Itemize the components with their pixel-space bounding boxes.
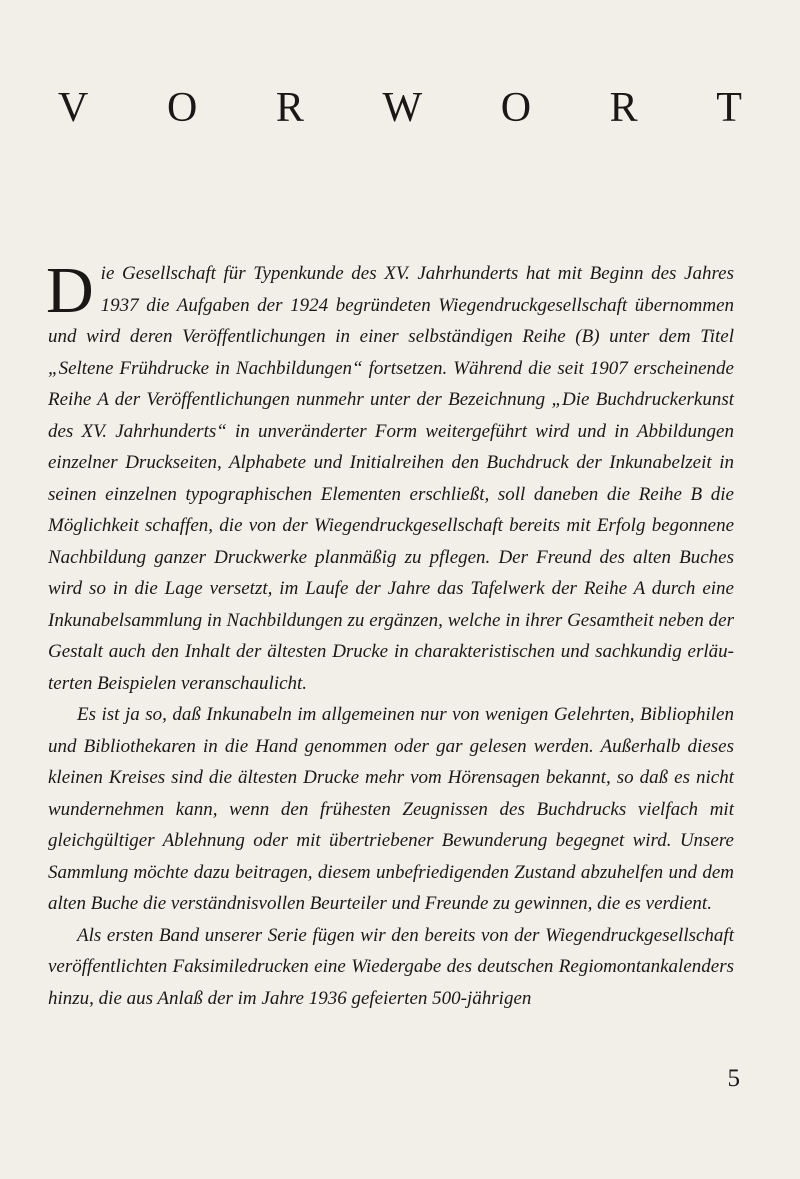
- body-text: [46, 254, 734, 1014]
- title-letter: W: [382, 85, 423, 131]
- paragraph-1-text: ie Gesellschaft für Typenkunde des XV. Jahrhunderts hat mit Beginn des Jahres 1937 die Aufgaben der 1924 begründeten Wiegendruckgesellschaft übernommen und wird deren Veröffentlichungen in einer selbständigen Reihe (B) unter dem Titel „Seltene Frühdrucke in Nachbildungen“ fortsetzen. Während die seit 1907 erscheinende Reihe A der Veröffentlichungen nunmehr unter der Bezeichnung „Die Buchdruckerkunst des XV. Jahrhunderts“ in unveränderter Form weitergeführt wird und in Abbildungen einzelner Druckseiten, Alphabete und Initialreihen den Buchdruck der Inkunabelzeit in seinen einzelnen typographischen Elementen erschließt, soll daneben die Reihe B die Möglichkeit schaffen, die von der Wiegendruckgesellschaft bereits mit Erfolg begonnene Nachbildung ganzer Druckwerke planmäßig zu pflegen. Der Freund des alten Buches wird so in die Lage versetzt, im Laufe der Jahre das Tafelwerk der Reihe A durch eine Inkunabelsammlung in Nachbildungen zu ergänzen, welche in ihrer Gesamtheit neben der Gestalt auch den Inhalt der ältesten Drucke in charakteristischen und sachkundig erläuterten Beispielen veranschaulicht.: [48, 263, 734, 694]
- title-letter: R: [609, 85, 638, 131]
- title-letter: T: [716, 85, 742, 131]
- paragraph-3: Als ersten Band unserer Serie fügen wir den bereits von der Wiegendruckgesellschaft veröffentlichten Faksimiledrucken eine Wiedergabe des deutschen Regiomontankalenders hinzu, die aus Anlaß der im Jahre 1936 gefeierten 500-jährigen: [48, 924, 734, 1009]
- title-letter: O: [500, 85, 532, 131]
- title-letter: V: [58, 85, 89, 131]
- title-letter: O: [166, 85, 198, 131]
- paragraph-1: [46, 254, 734, 699]
- paragraph-2: Es ist ja so, daß Inkunabeln im allgemeinen nur von wenigen Gelehrten, Bibliophilen und Bibliothekaren in die Hand genommen oder gar gelesen werden. Außerhalb dieses kleinen Kreises sind die ältesten Drucke mehr vom Hörensagen bekannt, so daß es nicht wundernehmen kann, wenn den frühesten Zeugnissen des Buchdrucks vielfach mit gleichgültiger Ablehnung oder mit übertriebener Bewunderung begegnet wird. Unsere Sammlung möchte dazu beitragen, diesem unbefriedigenden Zustand abzuhelfen und dem alten Buche die verständnisvollen Beurteiler und Freunde zu gewinnen, die es verdient.: [48, 704, 734, 914]
- title-letter: R: [275, 85, 304, 131]
- page-number: 5: [727, 1065, 740, 1092]
- page-title: [58, 84, 742, 132]
- drop-cap: D: [46, 254, 94, 327]
